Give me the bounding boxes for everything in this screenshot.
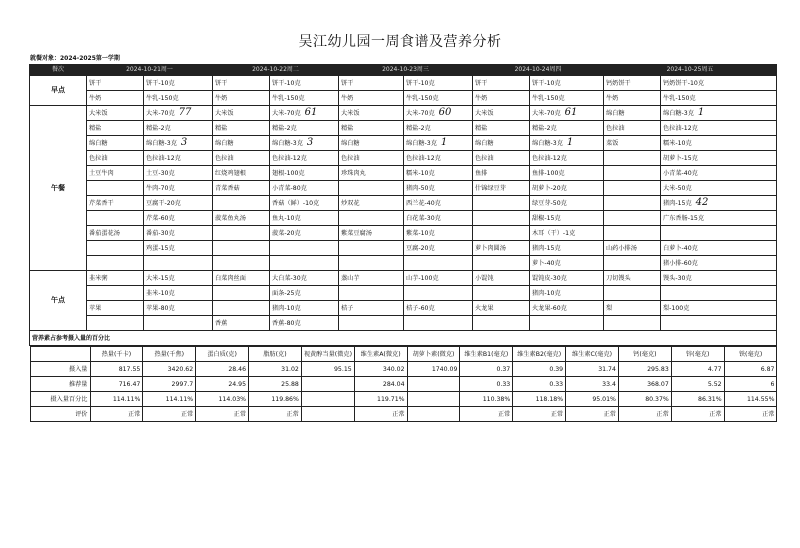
dish-cell: 色拉油: [604, 121, 661, 136]
nutrient-header: 脂肪(克): [249, 347, 302, 362]
handwritten-mark: 3: [306, 137, 314, 148]
dish-cell: 牛奶: [604, 91, 661, 106]
ingredient-cell: [661, 316, 777, 331]
dish-cell: 精盐: [339, 121, 404, 136]
nutrition-value: 6.87: [724, 362, 776, 377]
meal-label: 早点: [30, 76, 87, 106]
nutrient-header: 维生素B2(毫克): [513, 347, 566, 362]
ingredient-cell: 广东香肠-15克: [661, 211, 777, 226]
dish-cell: [604, 286, 661, 301]
nutrition-value: 31.02: [249, 362, 302, 377]
dish-cell: [213, 196, 270, 211]
ingredient-cell: 牛乳-150克: [404, 91, 473, 106]
dining-target: 就餐对象：2024-2025第一学期: [30, 55, 120, 62]
dish-cell: 蒸山芋: [339, 271, 404, 286]
dish-cell: 菜饭: [604, 136, 661, 151]
ingredient-cell: 芹菜-60克: [144, 211, 213, 226]
ingredient-cell: 小青菜-80克: [270, 181, 339, 196]
day-header: 2024-10-21周一: [87, 65, 213, 76]
dish-cell: 饼干: [339, 76, 404, 91]
ingredient-cell: 绵白糖-3克 3: [144, 136, 213, 151]
ingredient-cell: 色拉油-12克: [661, 121, 777, 136]
menu-row: [30, 76, 777, 91]
dish-cell: 番茄蛋花汤: [87, 226, 144, 241]
nutrition-value: 31.74: [566, 362, 619, 377]
handwritten-mark: 77: [178, 107, 192, 118]
dish-cell: 饼干: [213, 76, 270, 91]
nutrition-row: [30, 377, 777, 392]
dish-cell: 珍珠肉丸: [339, 166, 404, 181]
dish-cell: 饼干: [473, 76, 530, 91]
dish-cell: 红烧鸡翅根: [213, 166, 270, 181]
nutrition-value: 114.03%: [196, 392, 249, 407]
menu-row: [30, 106, 777, 121]
ingredient-cell: 鱼丸-10克: [270, 211, 339, 226]
dish-cell: [604, 226, 661, 241]
nutrition-row: [30, 362, 777, 377]
nutrition-section-row: [30, 331, 777, 346]
dish-cell: 白菜肉丝面: [213, 271, 270, 286]
dish-cell: 萝卜肉圆汤: [473, 241, 530, 256]
ingredient-cell: 色拉油-12克: [530, 151, 604, 166]
menu-row: [30, 256, 777, 271]
dish-cell: 钙奶饼干: [604, 76, 661, 91]
ingredient-cell: 绵白糖-3克 1: [530, 136, 604, 151]
nutrient-header: 维生素C(毫克): [566, 347, 619, 362]
nutrition-value: 295.83: [618, 362, 671, 377]
ingredient-cell: 精盐-2克: [404, 121, 473, 136]
nutrition-value: 118.18%: [513, 392, 566, 407]
nutrition-value: [407, 392, 460, 407]
nutrition-value: 368.07: [618, 377, 671, 392]
ingredient-cell: [404, 256, 473, 271]
ingredient-cell: [661, 226, 777, 241]
nutrition-value: 正常: [618, 407, 671, 422]
ingredient-cell: 牛乳-150克: [530, 91, 604, 106]
nutrition-value: 25.88: [249, 377, 302, 392]
ingredient-cell: [144, 256, 213, 271]
dish-cell: 精盐: [473, 121, 530, 136]
dish-cell: 牛奶: [473, 91, 530, 106]
nutrition-value: 正常: [724, 407, 776, 422]
ingredient-cell: [404, 316, 473, 331]
menu-row: [30, 181, 777, 196]
ingredient-cell: [270, 241, 339, 256]
nutrition-value: 80.37%: [618, 392, 671, 407]
nutrition-value: [301, 407, 354, 422]
menu-row: [30, 226, 777, 241]
dish-cell: [87, 286, 144, 301]
ingredient-cell: 精盐-2克: [144, 121, 213, 136]
menu-row: [30, 151, 777, 166]
ingredient-cell: 西兰花-40克: [404, 196, 473, 211]
dish-cell: [87, 211, 144, 226]
dish-cell: 小馄饨: [473, 271, 530, 286]
ingredient-cell: 香菇（鲜）-10克: [270, 196, 339, 211]
dish-cell: 苹果: [87, 301, 144, 316]
dish-cell: 牛奶: [87, 91, 144, 106]
nutrition-value: 716.47: [90, 377, 143, 392]
ingredient-cell: 大白菜-30克: [270, 271, 339, 286]
dish-cell: 色拉油: [213, 151, 270, 166]
ingredient-cell: 猪肉-15克 42: [661, 196, 777, 211]
ingredient-cell: 大米-70克 60: [404, 106, 473, 121]
nutrition-value: 28.46: [196, 362, 249, 377]
nutrition-value: 0.33: [460, 377, 513, 392]
ingredient-cell: 牛乳-150克: [144, 91, 213, 106]
dish-cell: [604, 166, 661, 181]
ingredient-cell: 钙奶饼干-10克: [661, 76, 777, 91]
menu-row: [30, 316, 777, 331]
meal-label: 午餐: [30, 106, 87, 271]
nutrition-value: 5.52: [671, 377, 724, 392]
dish-cell: [339, 181, 404, 196]
ingredient-cell: 翅根-100克: [270, 166, 339, 181]
nutrition-row-label: 摄入量百分比: [30, 392, 90, 407]
ingredient-cell: 猪肉-10克: [530, 286, 604, 301]
nutrition-table-holder: [30, 346, 777, 423]
nutrition-value: 正常: [143, 407, 196, 422]
nutrition-value: 95.01%: [566, 392, 619, 407]
ingredient-cell: 韭米-10克: [144, 286, 213, 301]
dish-cell: 青菜香菇: [213, 181, 270, 196]
ingredient-cell: 牛乳-150克: [270, 91, 339, 106]
dish-cell: [604, 211, 661, 226]
ingredient-cell: 火龙果-60克: [530, 301, 604, 316]
dish-cell: 韭米粥: [87, 271, 144, 286]
dish-cell: [473, 196, 530, 211]
ingredient-cell: 番茄-30克: [144, 226, 213, 241]
dish-cell: [473, 256, 530, 271]
ingredient-cell: 大米-70克 61: [530, 106, 604, 121]
ingredient-cell: 豆腐-20克: [404, 241, 473, 256]
ingredient-cell: 香蕉-80克: [270, 316, 339, 331]
ingredient-cell: 糯米-10克: [404, 166, 473, 181]
handwritten-mark: 61: [564, 107, 578, 118]
ingredient-cell: 小青菜-40克: [661, 166, 777, 181]
dish-cell: 什锦绿豆芽: [473, 181, 530, 196]
ingredient-cell: 馒头-30克: [661, 271, 777, 286]
dish-cell: 土豆牛肉: [87, 166, 144, 181]
nutrition-value: 0.37: [460, 362, 513, 377]
nutrition-value: 正常: [90, 407, 143, 422]
nutrition-value: 3420.62: [143, 362, 196, 377]
dish-cell: [213, 256, 270, 271]
ingredient-cell: 馄饨皮-30克: [530, 271, 604, 286]
nutrition-value: 正常: [196, 407, 249, 422]
dish-cell: 桔子: [339, 301, 404, 316]
ingredient-cell: 色拉油-12克: [270, 151, 339, 166]
ingredient-cell: 色拉油-12克: [144, 151, 213, 166]
ingredient-cell: 猪肉-10克: [270, 301, 339, 316]
nutrition-value: 110.38%: [460, 392, 513, 407]
menu-row: [30, 121, 777, 136]
ingredient-cell: 甜椒-15克: [530, 211, 604, 226]
nutrient-header: 热量(千焦): [143, 347, 196, 362]
ingredient-cell: [144, 316, 213, 331]
meal-label: 午点: [30, 271, 87, 331]
nutrition-value: 正常: [671, 407, 724, 422]
handwritten-mark: 1: [566, 137, 574, 148]
nutrition-value: 284.04: [354, 377, 407, 392]
nutrition-row-label: 推荐量: [30, 377, 90, 392]
day-header: 2024-10-24周四: [473, 65, 604, 76]
ingredient-cell: 绿豆芽-50克: [530, 196, 604, 211]
nutrient-header: 蛋白质(克): [196, 347, 249, 362]
dish-cell: [87, 181, 144, 196]
nutrition-value: 817.55: [90, 362, 143, 377]
ingredient-cell: 大米-70克 77: [144, 106, 213, 121]
dish-cell: [339, 256, 404, 271]
ingredient-cell: 饼干-10克: [530, 76, 604, 91]
ingredient-cell: 精盐-2克: [270, 121, 339, 136]
ingredient-cell: 猪肉-15克: [530, 241, 604, 256]
dish-cell: 大米饭: [473, 106, 530, 121]
dish-cell: 绵白糖: [213, 136, 270, 151]
nutrition-value: 正常: [566, 407, 619, 422]
nutrition-value: [301, 392, 354, 407]
ingredient-cell: 桔子-60克: [404, 301, 473, 316]
ingredient-cell: 鸡蛋-15克: [144, 241, 213, 256]
ingredient-cell: 萝卜-40克: [530, 256, 604, 271]
ingredient-cell: [270, 256, 339, 271]
nutrient-header: 铁(毫克): [724, 347, 776, 362]
ingredient-cell: 猪肉-50克: [404, 181, 473, 196]
nutrition-value: 119.71%: [354, 392, 407, 407]
header-row: [30, 65, 777, 76]
dish-cell: [473, 211, 530, 226]
ingredient-cell: 糯米-10克: [661, 136, 777, 151]
dish-cell: [213, 301, 270, 316]
nutrition-value: [407, 377, 460, 392]
ingredient-cell: 绵白糖-3克 3: [270, 136, 339, 151]
meal-header: 餐次: [30, 65, 87, 76]
nutrition-row-label: 评价: [30, 407, 90, 422]
nutrition-section-title: 营养素占参考摄入量的百分比: [30, 331, 777, 346]
handwritten-mark: 3: [180, 137, 188, 148]
dish-cell: [604, 181, 661, 196]
nutrient-header: 钙(毫克): [618, 347, 671, 362]
dish-cell: 大米饭: [339, 106, 404, 121]
nutrition-value: 86.31%: [671, 392, 724, 407]
nutrition-value: 2997.7: [143, 377, 196, 392]
nutrition-row: [30, 392, 777, 407]
nutrition-value: 正常: [513, 407, 566, 422]
dish-cell: 饼干: [87, 76, 144, 91]
menu-row: [30, 241, 777, 256]
nutrition-header-row: [30, 347, 777, 362]
nutrition-value: 340.02: [354, 362, 407, 377]
nutrition-value: 正常: [249, 407, 302, 422]
dish-cell: 香蕉: [213, 316, 270, 331]
ingredient-cell: 面条-25克: [270, 286, 339, 301]
ingredient-cell: 菠菜-20克: [270, 226, 339, 241]
menu-row: [30, 91, 777, 106]
ingredient-cell: [661, 286, 777, 301]
dish-cell: 绵白糖: [339, 136, 404, 151]
dish-cell: [339, 286, 404, 301]
ingredient-cell: 大米-70克 61: [270, 106, 339, 121]
menu-table: [29, 64, 777, 422]
dish-cell: [339, 211, 404, 226]
menu-row: [30, 196, 777, 211]
dish-cell: 色拉油: [473, 151, 530, 166]
day-header: 2024-10-23周三: [339, 65, 473, 76]
dish-cell: 菠菜鱼丸汤: [213, 211, 270, 226]
ingredient-cell: 山芋-100克: [404, 271, 473, 286]
nutrition-value: 114.55%: [724, 392, 776, 407]
nutrition-value: 0.39: [513, 362, 566, 377]
dish-cell: 绵白糖: [473, 136, 530, 151]
dish-cell: [473, 286, 530, 301]
handwritten-mark: 42: [695, 197, 709, 208]
dish-cell: [87, 256, 144, 271]
ingredient-cell: 饼干-10克: [270, 76, 339, 91]
nutrition-value: 95.15: [301, 362, 354, 377]
dish-cell: 绵白糖: [87, 136, 144, 151]
ingredient-cell: 豆腐干-20克: [144, 196, 213, 211]
handwritten-mark: 60: [438, 107, 452, 118]
ingredient-cell: 白花菜-30克: [404, 211, 473, 226]
dish-cell: [604, 151, 661, 166]
nutrition-table: [30, 346, 777, 422]
dish-cell: 紫菜豆腐汤: [339, 226, 404, 241]
handwritten-mark: 1: [440, 137, 448, 148]
dish-cell: 色拉油: [87, 151, 144, 166]
ingredient-cell: 大米-15克: [144, 271, 213, 286]
handwritten-mark: 1: [697, 107, 705, 118]
nutrition-row: [30, 407, 777, 422]
ingredient-cell: 白萝卜-40克: [661, 241, 777, 256]
nutrition-value: [407, 407, 460, 422]
menu-row: [30, 301, 777, 316]
ingredient-cell: 牛肉-70克: [144, 181, 213, 196]
dish-cell: [473, 226, 530, 241]
page-title: 吴江幼儿园一周食谱及营养分析: [298, 34, 502, 50]
day-header: 2024-10-22周二: [213, 65, 339, 76]
nutrition-value: 正常: [460, 407, 513, 422]
nutrition-value: 114.11%: [143, 392, 196, 407]
ingredient-cell: 饼干-10克: [144, 76, 213, 91]
ingredient-cell: [404, 286, 473, 301]
ingredient-cell: 紫菜-10克: [404, 226, 473, 241]
dish-cell: 牛奶: [339, 91, 404, 106]
ingredient-cell: 土豆-30克: [144, 166, 213, 181]
nutrition-value: 6: [724, 377, 776, 392]
handwritten-mark: 61: [304, 107, 318, 118]
dish-cell: 刀切馒头: [604, 271, 661, 286]
nutrient-header: 热量(千卡): [90, 347, 143, 362]
nutrient-header: 胡萝卜素(微克): [407, 347, 460, 362]
nutrient-header: 维生素B1(毫克): [460, 347, 513, 362]
menu-row: [30, 271, 777, 286]
nutrition-value: [301, 377, 354, 392]
dish-cell: 精盐: [213, 121, 270, 136]
nutrition-corner: [30, 347, 90, 362]
dish-cell: 山药小排汤: [604, 241, 661, 256]
ingredient-cell: 胡萝卜-15克: [661, 151, 777, 166]
ingredient-cell: 绵白糖-3克 1: [404, 136, 473, 151]
nutrient-header: 维生素A(微克): [354, 347, 407, 362]
nutrition-value: 33.4: [566, 377, 619, 392]
menu-row: [30, 166, 777, 181]
nutrition-value: 119.86%: [249, 392, 302, 407]
ingredient-cell: 木耳（干）-1克: [530, 226, 604, 241]
dish-cell: 大米饭: [87, 106, 144, 121]
ingredient-cell: 牛乳-150克: [661, 91, 777, 106]
ingredient-cell: 大米-50克: [661, 181, 777, 196]
nutrition-value: 114.11%: [90, 392, 143, 407]
dish-cell: 火龙果: [473, 301, 530, 316]
dish-cell: [213, 241, 270, 256]
nutrient-header: 视黄醇当量(微克): [301, 347, 354, 362]
ingredient-cell: 猪小排-60克: [661, 256, 777, 271]
menu-row: [30, 286, 777, 301]
nutrition-value: 24.95: [196, 377, 249, 392]
nutrition-value: 4.77: [671, 362, 724, 377]
ingredient-cell: 色拉油-12克: [404, 151, 473, 166]
ingredient-cell: 胡萝卜-20克: [530, 181, 604, 196]
dish-cell: [339, 316, 404, 331]
dish-cell: [87, 316, 144, 331]
ingredient-cell: 梨-100克: [661, 301, 777, 316]
ingredient-cell: 饼干-10克: [404, 76, 473, 91]
nutrition-value: 1740.09: [407, 362, 460, 377]
ingredient-cell: [530, 316, 604, 331]
dish-cell: [604, 256, 661, 271]
day-header: 2024-10-25周五: [604, 65, 777, 76]
dish-cell: [339, 241, 404, 256]
ingredient-cell: 精盐-2克: [530, 121, 604, 136]
dish-cell: [87, 241, 144, 256]
dish-cell: [473, 316, 530, 331]
dish-cell: 色拉油: [339, 151, 404, 166]
menu-row: [30, 211, 777, 226]
dish-cell: [213, 226, 270, 241]
ingredient-cell: 鱼排-100克: [530, 166, 604, 181]
dish-cell: [604, 196, 661, 211]
dish-cell: 绵白糖: [604, 106, 661, 121]
menu-row: [30, 136, 777, 151]
nutrition-value: 0.33: [513, 377, 566, 392]
dish-cell: 炒双花: [339, 196, 404, 211]
dish-cell: 牛奶: [213, 91, 270, 106]
dish-cell: [213, 286, 270, 301]
nutrient-header: 锌(毫克): [671, 347, 724, 362]
ingredient-cell: 苹果-80克: [144, 301, 213, 316]
dish-cell: 鱼排: [473, 166, 530, 181]
nutrition-value: 正常: [354, 407, 407, 422]
dish-cell: [604, 316, 661, 331]
nutrition-row-label: 摄入量: [30, 362, 90, 377]
dish-cell: 芹菜香干: [87, 196, 144, 211]
dish-cell: 精盐: [87, 121, 144, 136]
dish-cell: 大米饭: [213, 106, 270, 121]
ingredient-cell: 绵白糖-3克 1: [661, 106, 777, 121]
dish-cell: 梨: [604, 301, 661, 316]
